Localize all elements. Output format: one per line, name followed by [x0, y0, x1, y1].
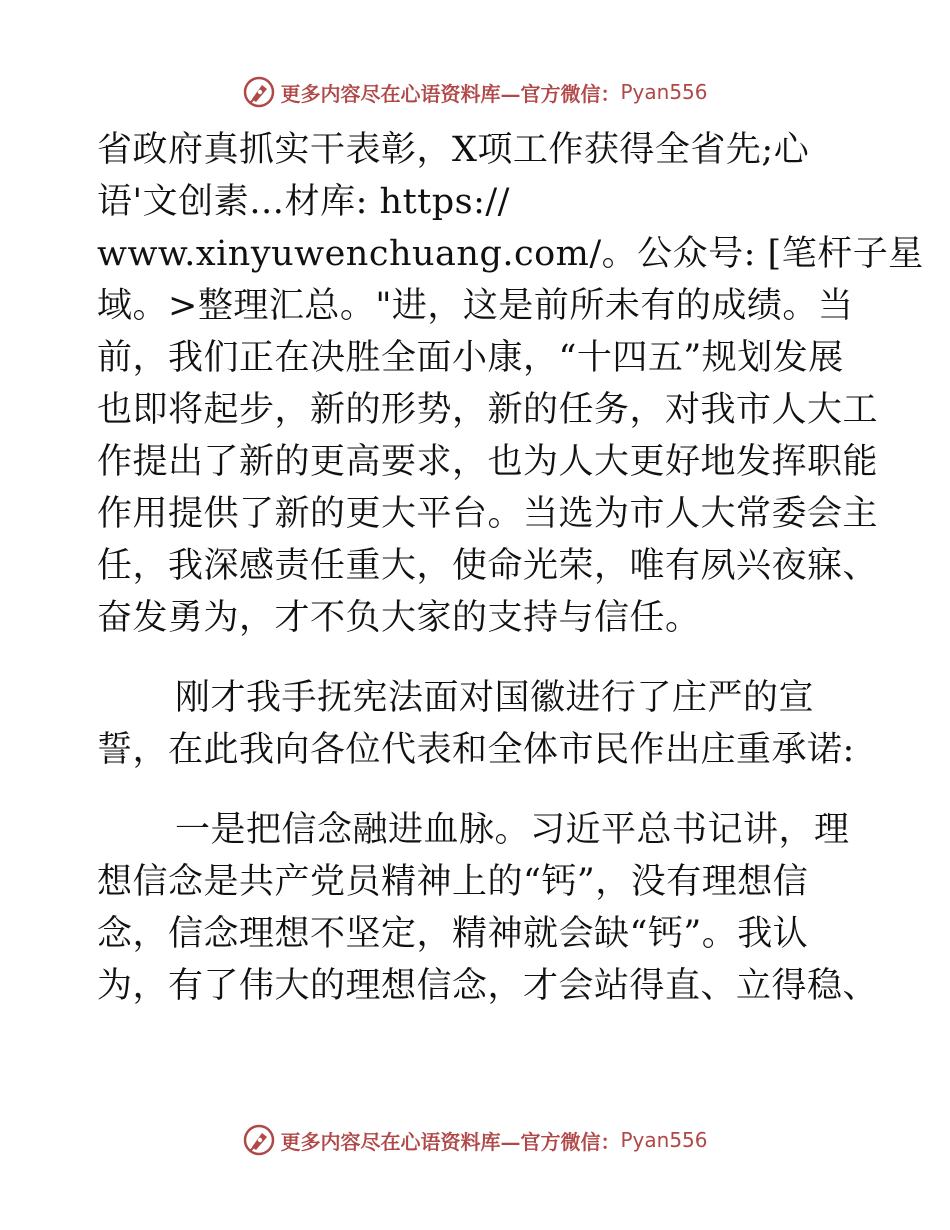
document-body [97, 124, 924, 1012]
text-line: 一是把信念融进血脉。习近平总书记讲，理 [175, 810, 850, 850]
text-line: 也即将起步，新的形势，新的任务，对我市人大工 [97, 390, 879, 430]
text-line: 语'文创素…材库: https:// [97, 182, 510, 222]
text-line: 作用提供了新的更大平台。当选为市人大常委会主 [97, 494, 879, 534]
header-watermark-banner [0, 72, 950, 112]
text-line: 任，我深感责任重大，使命光荣，唯有夙兴夜寐、 [97, 546, 879, 586]
paragraph-spacer [97, 644, 857, 672]
text-line: 念，信念理想不坚定，精神就会缺“钙”。我认 [97, 914, 809, 954]
banner-text: 更多内容尽在心语资料库—官方微信： [280, 81, 621, 106]
paragraph-spacer [97, 776, 857, 804]
text-line: 想信念是共产党员精神上的“钙”，没有理想信 [97, 862, 809, 902]
pen-nib-logo-icon [242, 75, 276, 109]
text-line: 前，我们正在决胜全面小康，“十四五”规划发展 [97, 338, 844, 378]
banner-wechat-id: Pyan556 [620, 1128, 708, 1152]
pen-nib-logo-icon [242, 1123, 276, 1157]
text-line: 省政府真抓实干表彰，X项工作获得全省先;心 [97, 130, 810, 170]
footer-watermark-banner [0, 1120, 950, 1160]
text-line: 作提出了新的更高要求，也为人大更好地发挥职能 [97, 442, 879, 482]
text-line: 域。>整理汇总。"进，这是前所未有的成绩。当 [97, 286, 854, 326]
paragraph-3 [97, 804, 879, 1012]
banner-wechat-id: Pyan556 [620, 80, 708, 104]
paragraph-1 [97, 124, 924, 644]
banner-text: 更多内容尽在心语资料库—官方微信： [280, 1129, 621, 1154]
paragraph-2 [97, 672, 857, 776]
text-line: 刚才我手抚宪法面对国徽进行了庄严的宣 [175, 678, 815, 718]
text-line: 奋发勇为，才不负大家的支持与信任。 [97, 598, 701, 638]
text-line: 为，有了伟大的理想信念，才会站得直、立得稳、 [97, 966, 879, 1006]
text-line: www.xinyuwenchuang.com/。公众号: [笔杆子星 [97, 234, 924, 274]
text-line: 誓，在此我向各位代表和全体市民作出庄重承诺: [97, 730, 855, 770]
